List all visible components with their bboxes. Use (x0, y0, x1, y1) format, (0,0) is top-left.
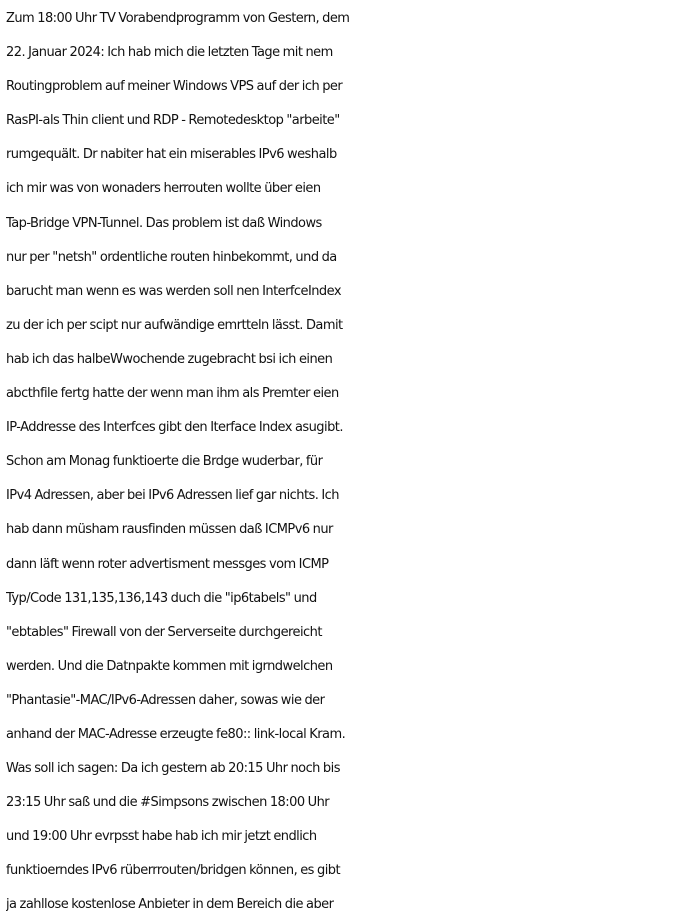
text-line: werden. Und die Datnpakte kommen mit igrndwelchen (6, 658, 333, 674)
text-line: ja zahllose kostenlose Anbieter in dem Bereich die aber (6, 897, 334, 913)
text-line: dann läft wenn roter advertisment messges vom ICMP (6, 556, 329, 572)
text-line: zu der ich per scipt nur aufwändige emrtteln lässt. Damit (6, 317, 343, 333)
text-line: IPv4 Adressen, aber bei IPv6 Adressen lief gar nichts. Ich (6, 488, 339, 504)
text-line: 23:15 Uhr saß und die #Simpsons zwischen 18:00 Uhr (6, 795, 330, 811)
text-line: IP-Addresse des Interfces gibt den Iterface Index asugibt. (6, 420, 343, 436)
text-line: abcthfile fertg hatte der wenn man ihm als Premter eien (6, 386, 339, 402)
text-line: Routingproblem auf meiner Windows VPS auf der ich per (6, 79, 343, 95)
text-line: rumgequält. Dr nabiter hat ein miserables IPv6 weshalb (6, 147, 337, 163)
text-line: Tap-Bridge VPN-Tunnel. Das problem ist daß Windows (6, 215, 322, 231)
text-line: Zum 18:00 Uhr TV Vorabendprogramm von Gestern, dem (6, 11, 350, 26)
text-line: Typ/Code 131,135,136,143 duch die "ip6tabels" und (6, 590, 317, 606)
text-line: "Phantasie"-MAC/IPv6-Adressen daher, sowas wie der (6, 692, 325, 708)
text-line: und 19:00 Uhr evrpsst habe hab ich mir jetzt endlich (6, 829, 317, 845)
text-line: nur per "netsh" ordentliche routen hinbekommt, und da (6, 249, 337, 265)
text-line: Schon am Monag funktioerte die Brdge wuderbar, für (6, 454, 323, 470)
text-line: ich mir was von wonaders herrouten wollte über eien (6, 181, 321, 197)
text-line: barucht man wenn es was werden soll nen InterfceIndex (6, 283, 342, 299)
text-line: RasPI-als Thin client und RDP - Remotedesktop "arbeite" (6, 113, 340, 129)
text-line: 22. Januar 2024: Ich hab mich die letzten Tage mit nem (6, 45, 333, 61)
text-line: hab ich das halbeWwochende zugebracht bsi ich einen (6, 351, 333, 367)
text-line: funktioerndes IPv6 rüberrrouten/bridgen können, es gibt (6, 863, 341, 879)
document-page (6, 0, 682, 920)
text-line: Was soll ich sagen: Da ich gestern ab 20:15 Uhr noch bis (6, 761, 340, 777)
text-line: anhand der MAC-Adresse erzeugte fe80:: link-local Kram. (6, 726, 346, 742)
text-line: hab dann müsham rausfinden müssen daß ICMPv6 nur (6, 522, 333, 538)
text-line: "ebtables" Firewall von der Serverseite durchgereicht (6, 624, 322, 640)
